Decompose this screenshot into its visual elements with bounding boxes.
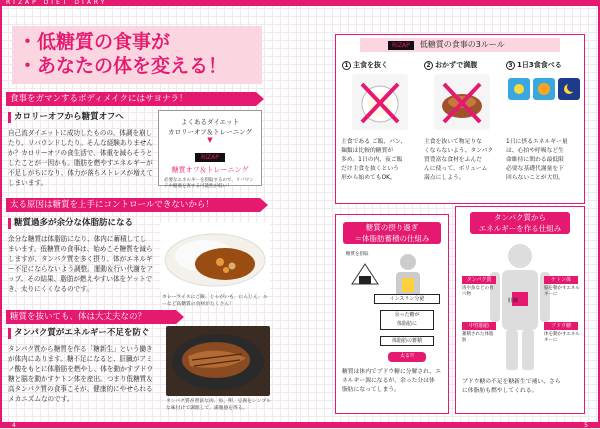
page-number-left: 4 [12,422,16,429]
no-rice-icon [352,74,408,130]
rule1-text: 主食である ご飯、パン、 麺類は比較的糖質が 多め。1日の内、夜ご飯 だけ主食を抜くという 形から始めてもOK。 [341,139,407,181]
section3-heading: 糖質を抜いても、体は大丈夫なの？ [6,310,176,324]
rizap-logo: RIZAP [388,41,414,50]
section1-subheading: カロリーオフから糖質オフへ [8,112,124,123]
panel1-text: 糖質は体内でブドウ糖に分解され、エ ネルギー源になるが、余った分は体 脂肪になってしまう。 [342,369,441,393]
rizap-logo: RIZAP [195,153,225,162]
rule3-title: 3 1日3食食べる [506,60,562,70]
section2-body: 余分な糖質は体脂肪になり、体内に蓄積してし まいます。低糖質の食事は、始めこそ糖質を減ら しますが、タンパク質を多く摂り、体がエネルギ ー不足にならないよう調整。運動＆行い代謝をア ップ。その結果、脂肪が燃えやすい体をゲットで き、太りにくくなるのです。 [8,235,154,293]
ketone-note: 脳を動かすエネルギーに [544,286,580,297]
arrow-down-icon: ▼ [207,136,213,144]
header-label: RIZAP DIET DIARY [6,0,108,6]
ketone-label: ケトン体 [544,276,578,284]
card-note: 必要なエネルギーを摂取するので、リバウンドや健康を害する可能性が低い！ [164,178,254,189]
section3-subheading: タンパク質がエネルギー不足を防ぐ [8,328,149,339]
section1-heading: 食事をガマンするボディメイクにはサヨナラ！ [6,92,256,106]
rules-heading-text: 低糖質の食事の3ルール [419,40,505,49]
fat-note: 蓄積された体脂肪 [462,332,494,343]
rice-ball-icon [350,262,380,288]
section2-heading: 太る原因は糖質を上手にコントロールできないから！ [6,198,260,212]
curry-caption: カレーライスにご飯、じゃがいも、にんじん、ルーなど高糖質の食材がたくさん！ [162,295,268,307]
sugar-label: 糖質を摂取 [346,252,369,257]
curry-rice-photo [160,222,270,292]
rule3-text: 1日に摂るエネルギー量 は、心拍や呼吸など生 命維持に関わる最低限 必要な基礎代謝量を下 回らないことが大切。 [506,139,568,181]
section2-subheading: 糖質過多が余分な体脂肪になる [8,218,133,229]
page-edge [0,6,2,422]
protein-note: 肉や魚などの食べ物 [462,286,494,297]
no-bread-icon [434,74,490,130]
rule2-text: 主食を抜いて物足りな くならないよう、タンパク 質豊富な食材をふんだ んに使って、ボリューム 満点にしよう。 [424,139,494,181]
page-title: ・低糖質の食事が ・あなたの体を変える！ [18,31,228,77]
excess-sugar-box: 余った糖が 体脂肪に [380,310,434,330]
protein-label: タンパク質 [462,276,496,284]
section3-body: タンパク質から糖質を作る「糖新生」という働き が体内にあります。糖不足になると、肝臓がアミ ノ酸をもとに体脂肪を燃やし、体を動かすブドウ 糖と脳を動かすケトン体を産出。つまり低糖質＆ 高タンパク質の食事こそが、健康的にやせられる メカニズムなのです。 [8,345,154,403]
gain-weight-badge: 太る!! [388,352,426,362]
card-line2: カロリーオフ＆トレーニング [167,128,253,136]
body-outline-icon [488,240,552,370]
card-line1: よくあるダイエット [181,118,239,126]
diet-comparison-card [158,110,262,189]
fat-label: 中性脂肪 [462,322,496,330]
panel1-heading: 糖質の摂り過ぎ ＝体脂肪蓄積の仕組み [343,222,441,244]
glucose-note: 体を動かすエネルギーに [544,332,580,343]
top-bar [300,0,600,6]
meat-caption: タンパク質が豊富な肉、魚、卵、豆腐をシンプルな味付けで調理して、満腹感を得る。 [166,399,271,411]
fat-storage-box: 体脂肪の蓄積 [380,336,434,346]
panel2-heading: タンパク質から エネルギーを作る仕組み [470,212,570,234]
day-night-icons [508,78,580,122]
rule1-title: 1 主食を抜く [342,60,388,70]
glucose-label: ブドウ糖 [544,322,578,330]
bottom-bar [0,422,300,428]
bottom-bar [300,422,600,428]
page-number-right: 5 [584,422,588,429]
rules-heading [360,38,560,52]
insulin-box: インスリン分泌 [374,294,440,304]
liver-label: 肝臓 [508,298,519,304]
rule2-title: 2 おかずで満腹 [424,60,477,70]
card-line3: 糖質オフ＆トレーニング [171,166,249,174]
section1-body: 自己流ダイエットに成功したものの、体調を崩し たり、リバウンドしたり。そんな経験ありません か？カロリーオフの食生活で、体重を減らそうと したことが一因かも。脂肪を燃やすエネルギーが 不足しがちになり、体力が落ちストレスが増えて しまいます。 [8,129,153,187]
grilled-meat-photo [166,326,270,396]
panel2-text: ブドウ糖の不足を糖新生で補い、さら に体脂肪も燃やしてくれる。 [462,379,561,394]
